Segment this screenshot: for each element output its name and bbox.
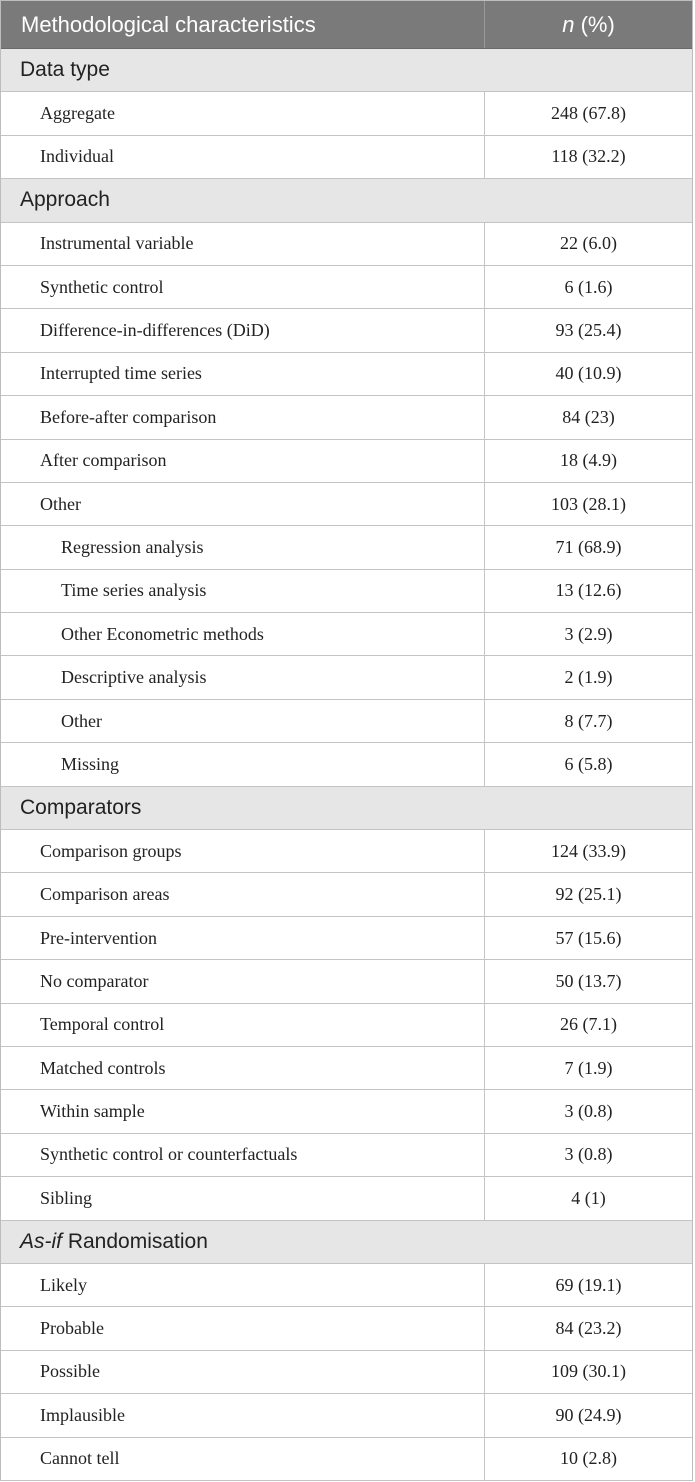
table-row: [1, 396, 692, 439]
row-value: 6 (5.8): [564, 753, 613, 774]
section-title: Comparators: [20, 795, 142, 819]
row-label: Other: [1, 700, 485, 742]
row-value: 69 (19.1): [555, 1274, 622, 1295]
row-label: Descriptive analysis: [1, 656, 485, 698]
row-value: 22 (6.0): [560, 233, 617, 254]
table-header: [1, 1, 692, 49]
section-title: Data type: [20, 58, 110, 82]
row-label: Likely: [1, 1264, 485, 1306]
row-label: Synthetic control: [1, 266, 485, 308]
table-row: [1, 1394, 692, 1437]
section-title-rest: Randomisation: [62, 1229, 208, 1253]
header-percent: (%): [574, 11, 615, 37]
table-row: [1, 223, 692, 266]
table-subrow: [1, 526, 692, 569]
row-label: Other: [1, 483, 485, 525]
table-row: [1, 1438, 692, 1481]
row-value: 4 (1): [571, 1187, 606, 1208]
table-row: [1, 830, 692, 873]
row-value: 26 (7.1): [560, 1014, 617, 1035]
table-subrow: [1, 570, 692, 613]
section-title: Approach: [20, 188, 110, 212]
row-value: 13 (12.6): [555, 580, 622, 601]
table-subrow: [1, 743, 692, 786]
row-label: Difference-in-differences (DiD): [1, 309, 485, 351]
section-data-type: [1, 49, 692, 92]
row-label: No comparator: [1, 960, 485, 1002]
row-label: Aggregate: [1, 92, 485, 134]
row-value: 93 (25.4): [555, 320, 622, 341]
table-row: [1, 1090, 692, 1133]
row-label: Matched controls: [1, 1047, 485, 1089]
table-row: [1, 1177, 692, 1220]
section-title: [1, 1221, 485, 1263]
header-n: n: [562, 11, 575, 37]
row-label: Time series analysis: [1, 570, 485, 612]
row-label: Missing: [1, 743, 485, 785]
row-value: 2 (1.9): [564, 667, 613, 688]
table-row: [1, 483, 692, 526]
row-label: After comparison: [1, 440, 485, 482]
table-row: [1, 309, 692, 352]
row-value: 124 (33.9): [551, 840, 626, 861]
row-value: 18 (4.9): [560, 450, 617, 471]
table-row: [1, 917, 692, 960]
table-row: [1, 266, 692, 309]
table-row: [1, 353, 692, 396]
row-value: 57 (15.6): [555, 927, 622, 948]
row-label: Probable: [1, 1307, 485, 1349]
section-comparators: [1, 787, 692, 830]
header-n-percent: [485, 1, 692, 48]
row-label: Sibling: [1, 1177, 485, 1219]
table-subrow: [1, 613, 692, 656]
table-row: [1, 960, 692, 1003]
table-row: [1, 92, 692, 135]
row-value: 118 (32.2): [551, 146, 626, 167]
row-value: 71 (68.9): [555, 536, 622, 557]
row-value: 3 (2.9): [564, 623, 613, 644]
section-as-if-randomisation: [1, 1221, 692, 1264]
row-label: Temporal control: [1, 1004, 485, 1046]
table-row: [1, 1134, 692, 1177]
row-label: Interrupted time series: [1, 353, 485, 395]
table-row: [1, 1307, 692, 1350]
row-value: 50 (13.7): [555, 970, 622, 991]
row-label: Possible: [1, 1351, 485, 1393]
row-value: 248 (67.8): [551, 103, 626, 124]
row-value: 6 (1.6): [564, 276, 613, 297]
header-characteristics: Methodological characteristics: [1, 1, 485, 48]
row-value: 90 (24.9): [555, 1404, 622, 1425]
row-label: Regression analysis: [1, 526, 485, 568]
section-approach: [1, 179, 692, 222]
table-row: [1, 1351, 692, 1394]
row-value: 84 (23.2): [555, 1318, 622, 1339]
row-label: Before-after comparison: [1, 396, 485, 438]
row-label: Cannot tell: [1, 1438, 485, 1480]
row-value: 8 (7.7): [564, 710, 613, 731]
row-value: 92 (25.1): [555, 884, 622, 905]
table-row: [1, 1047, 692, 1090]
row-label: Comparison areas: [1, 873, 485, 915]
row-value: 109 (30.1): [551, 1361, 626, 1382]
table-subrow: [1, 700, 692, 743]
row-value: 10 (2.8): [560, 1448, 617, 1469]
row-label: Individual: [1, 136, 485, 178]
table-subrow: [1, 656, 692, 699]
row-value: 7 (1.9): [564, 1057, 613, 1078]
row-label: Synthetic control or counterfactuals: [1, 1134, 485, 1176]
row-label: Pre-intervention: [1, 917, 485, 959]
table-row: [1, 136, 692, 179]
table-row: [1, 1264, 692, 1307]
row-value: 103 (28.1): [551, 493, 626, 514]
table-row: [1, 440, 692, 483]
row-value: 40 (10.9): [555, 363, 622, 384]
row-value: 3 (0.8): [564, 1101, 613, 1122]
row-label: Other Econometric methods: [1, 613, 485, 655]
row-label: Instrumental variable: [1, 223, 485, 265]
table-row: [1, 873, 692, 916]
row-label: Implausible: [1, 1394, 485, 1436]
row-label: Comparison groups: [1, 830, 485, 872]
row-value: 3 (0.8): [564, 1144, 613, 1165]
section-title-italic: As-if: [20, 1229, 62, 1253]
row-label: Within sample: [1, 1090, 485, 1132]
row-value: 84 (23): [562, 406, 615, 427]
table-row: [1, 1004, 692, 1047]
